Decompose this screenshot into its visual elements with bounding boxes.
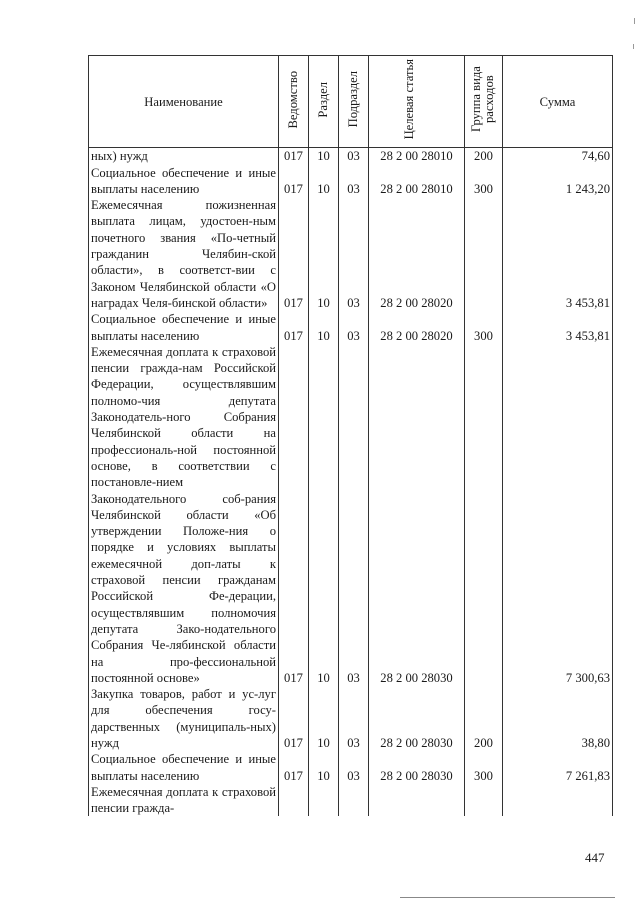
- cell-group: [465, 197, 503, 311]
- cell-ved: 017: [279, 311, 309, 344]
- cell-group: 300: [465, 751, 503, 784]
- header-group: Группа вида расходов: [465, 56, 503, 148]
- cell-group: 200: [465, 148, 503, 165]
- cell-group: 300: [465, 165, 503, 198]
- cell-group: 200: [465, 686, 503, 751]
- cell-ved: 017: [279, 344, 309, 686]
- cell-ved: [279, 784, 309, 817]
- header-sum: Сумма: [503, 56, 613, 148]
- table-row: [89, 784, 613, 817]
- cell-podrazdel: [339, 784, 369, 817]
- header-podrazdel: Подраздел: [339, 56, 369, 148]
- cell-sum: 3 453,81: [503, 197, 613, 311]
- cell-group: [465, 344, 503, 686]
- cell-group: 300: [465, 311, 503, 344]
- cell-target: 28 2 00 28030: [369, 686, 465, 751]
- cell-name: Социальное обеспечение и иные выплаты населению: [89, 751, 279, 784]
- cell-ved: 017: [279, 686, 309, 751]
- cell-ved: 017: [279, 197, 309, 311]
- cell-razdel: 10: [309, 311, 339, 344]
- table-header-row: [89, 56, 613, 148]
- cell-sum: 38,80: [503, 686, 613, 751]
- footer-rule: [400, 897, 615, 898]
- cell-razdel: 10: [309, 148, 339, 165]
- scan-edge-mark: [633, 44, 634, 49]
- table-row: [89, 148, 613, 165]
- cell-target: 28 2 00 28030: [369, 344, 465, 686]
- cell-group: [465, 784, 503, 817]
- cell-podrazdel: 03: [339, 344, 369, 686]
- cell-podrazdel: 03: [339, 311, 369, 344]
- table-row: [89, 686, 613, 751]
- page-number: 447: [585, 850, 605, 865]
- cell-name: Ежемесячная доплата к страховой пенсии гражда-: [89, 784, 279, 817]
- table-row: [89, 165, 613, 198]
- cell-razdel: [309, 784, 339, 817]
- cell-target: [369, 784, 465, 817]
- cell-sum: [503, 784, 613, 817]
- budget-table: [88, 55, 613, 816]
- cell-razdel: 10: [309, 686, 339, 751]
- cell-target: 28 2 00 28010: [369, 165, 465, 198]
- table-row: [89, 197, 613, 311]
- cell-name: Ежемесячная доплата к страховой пенсии гражда-нам Российской Федерации, осуществлявшим полномо-чия депутата Законодатель-ного Собрания Челябинской области на профессиональ-ной постоянной основе, в соответствии с постановле-нием Законодательного соб-рания Челябинской области «Об утверждении Положе-ния о порядке и условиях выплаты ежемесячной доп-латы к страховой пенсии гражданам Российской Фе-дерации, осуществлявшим полномочия депутата Зако-нодательного Собрания Че-лябинской области на про-фессиональной постоянной основе»: [89, 344, 279, 686]
- cell-razdel: 10: [309, 751, 339, 784]
- cell-name: Социальное обеспечение и иные выплаты населению: [89, 311, 279, 344]
- cell-podrazdel: 03: [339, 165, 369, 198]
- header-target: Целевая статья: [369, 56, 465, 148]
- cell-name: Закупка товаров, работ и ус-луг для обеспечения госу-дарственных (муниципаль-ных) нужд: [89, 686, 279, 751]
- cell-ved: 017: [279, 751, 309, 784]
- cell-name: Социальное обеспечение и иные выплаты населению: [89, 165, 279, 198]
- cell-sum: 3 453,81: [503, 311, 613, 344]
- cell-sum: 7 261,83: [503, 751, 613, 784]
- cell-podrazdel: 03: [339, 148, 369, 165]
- cell-name: ных) нужд: [89, 148, 279, 165]
- cell-razdel: 10: [309, 344, 339, 686]
- table-row: [89, 344, 613, 686]
- header-razdel: Раздел: [309, 56, 339, 148]
- cell-podrazdel: 03: [339, 686, 369, 751]
- cell-razdel: 10: [309, 197, 339, 311]
- cell-target: 28 2 00 28020: [369, 311, 465, 344]
- cell-sum: 1 243,20: [503, 165, 613, 198]
- cell-ved: 017: [279, 165, 309, 198]
- header-vedomstvo: Ведомство: [279, 56, 309, 148]
- cell-target: 28 2 00 28020: [369, 197, 465, 311]
- cell-sum: 74,60: [503, 148, 613, 165]
- cell-ved: 017: [279, 148, 309, 165]
- cell-target: 28 2 00 28030: [369, 751, 465, 784]
- cell-name: Ежемесячная пожизненная выплата лицам, удостоен-ным почетного звания «По-четный гражданин Челябин-ской области», в соответст-вии с Законом Челябинской области «О наградах Челя-бинской области»: [89, 197, 279, 311]
- header-name: Наименование: [89, 56, 279, 148]
- cell-sum: 7 300,63: [503, 344, 613, 686]
- cell-podrazdel: 03: [339, 751, 369, 784]
- cell-podrazdel: 03: [339, 197, 369, 311]
- cell-razdel: 10: [309, 165, 339, 198]
- cell-target: 28 2 00 28010: [369, 148, 465, 165]
- scan-edge-mark: [634, 18, 635, 24]
- table-row: [89, 751, 613, 784]
- table-row: [89, 311, 613, 344]
